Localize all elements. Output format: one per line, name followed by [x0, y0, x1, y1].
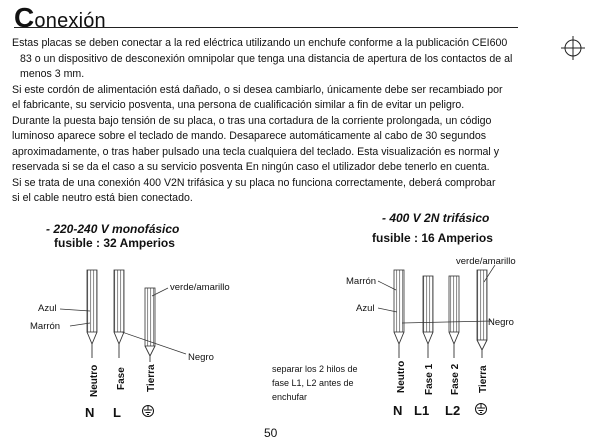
text-line: Durante la puesta bajo tensión de su placa, o tras una cortadura de la corriente prolongada, un código — [12, 114, 492, 127]
tri-label-azul: Azul — [356, 303, 375, 314]
mono-fuse: fusible : 32 Amperios — [54, 236, 175, 250]
tri-wire-label-tierra: Tierra — [478, 365, 489, 393]
text-line: si el cable neutro está bien conectado. — [12, 192, 193, 204]
tri-wire-fase2 — [449, 276, 459, 332]
tri-letter-n: N — [393, 403, 403, 418]
ground-symbol-icon — [476, 404, 487, 415]
tri-label-verde: verde/amarillo — [456, 256, 516, 267]
text-line: luminoso aparece sobre el teclado de mando. Desaparece automáticamente al cabo de 30 segundos — [12, 130, 487, 142]
tri-letter-l2: L2 — [445, 403, 461, 418]
mono-wire-tierra-tip — [145, 346, 155, 362]
mono-wire-tierra — [145, 288, 155, 346]
text-line: aproximadamente, o tras haber pulsado una tecla cualquiera del teclado. Esta visualización es normal y — [12, 145, 500, 158]
tri-wire-neutro-tip — [394, 332, 404, 358]
title-initial: C — [14, 2, 35, 33]
tri-wire-fase2-tip — [449, 332, 459, 358]
note-line: enchufar — [272, 392, 308, 402]
mono-wire-label-neutro: Neutro — [89, 364, 100, 397]
note-line: fase L1, L2 antes de — [272, 378, 354, 388]
tri-diagram — [346, 256, 516, 418]
note-line: separar los 2 hilos de — [272, 364, 358, 374]
mono-label-negro: Negro — [188, 352, 214, 363]
text-line: 83 o un dispositivo de desconexión omnipolar que tenga una distancia de apertura de los contactos de al — [20, 52, 513, 65]
tri-letter-l1: L1 — [414, 403, 430, 418]
ground-symbol-icon — [143, 406, 154, 417]
text-line: Estas placas se deben conectar a la red eléctrica utilizando un enchufe conforme a la publicación CEI600 — [12, 37, 508, 49]
mono-wire-label-fase: Fase — [116, 367, 127, 390]
tri-wire-label-neutro: Neutro — [396, 360, 407, 393]
tri-wire-tierra — [477, 270, 487, 340]
mono-diagram — [30, 270, 230, 420]
mono-label-azul: Azul — [38, 303, 57, 314]
tri-wire-label-fase2: Fase 2 — [450, 363, 461, 395]
tri-wire-fase1-tip — [423, 332, 433, 358]
text-line: el fabricante, su servicio posventa, una persona de cualificación similar a fin de evitar un peligro. — [12, 99, 465, 111]
mono-wire-fase — [114, 270, 124, 332]
tri-label-negro: Negro — [488, 317, 514, 328]
page-number: 50 — [264, 426, 278, 440]
mono-letter-n: N — [85, 405, 95, 420]
tri-wire-fase1 — [423, 276, 433, 332]
tri-leader-marron — [378, 281, 396, 290]
tri-fuse: fusible : 16 Amperios — [372, 231, 493, 245]
mono-label-marron: Marrón — [30, 321, 61, 332]
mono-heading: - 220-240 V monofásico — [46, 222, 180, 236]
tri-label-marron: Marrón — [346, 276, 377, 287]
tri-wire-label-fase1: Fase 1 — [424, 363, 435, 395]
text-line: reservada si se da el caso a su servicio posventa En ningún caso el utilizador debe tenerlo en cuenta. — [12, 161, 490, 173]
tri-wire-tierra-tip — [477, 340, 487, 358]
text-line: Si se trata de una conexión 400 V2N trifásica y su placa no funciona correctamente, deberá comprobar — [12, 176, 496, 189]
mono-wire-label-tierra: Tierra — [146, 364, 157, 392]
mono-wire-neutro-tip — [87, 332, 97, 358]
mono-label-verde: verde/amarillo — [170, 282, 230, 293]
mono-wire-neutro — [87, 270, 97, 332]
mono-letter-l: L — [113, 405, 121, 420]
mono-wire-fase-tip — [114, 332, 124, 358]
mono-leader-azul — [60, 309, 90, 311]
phase-note — [272, 364, 358, 402]
text-line: menos 3 mm. — [20, 68, 85, 80]
tri-heading: - 400 V 2N trifásico — [382, 211, 490, 225]
title-rest: onexión — [34, 10, 106, 32]
text-line: Si este cordón de alimentación está dañado, o si desea cambiarlo, únicamente debe ser recambiado por — [12, 83, 503, 96]
